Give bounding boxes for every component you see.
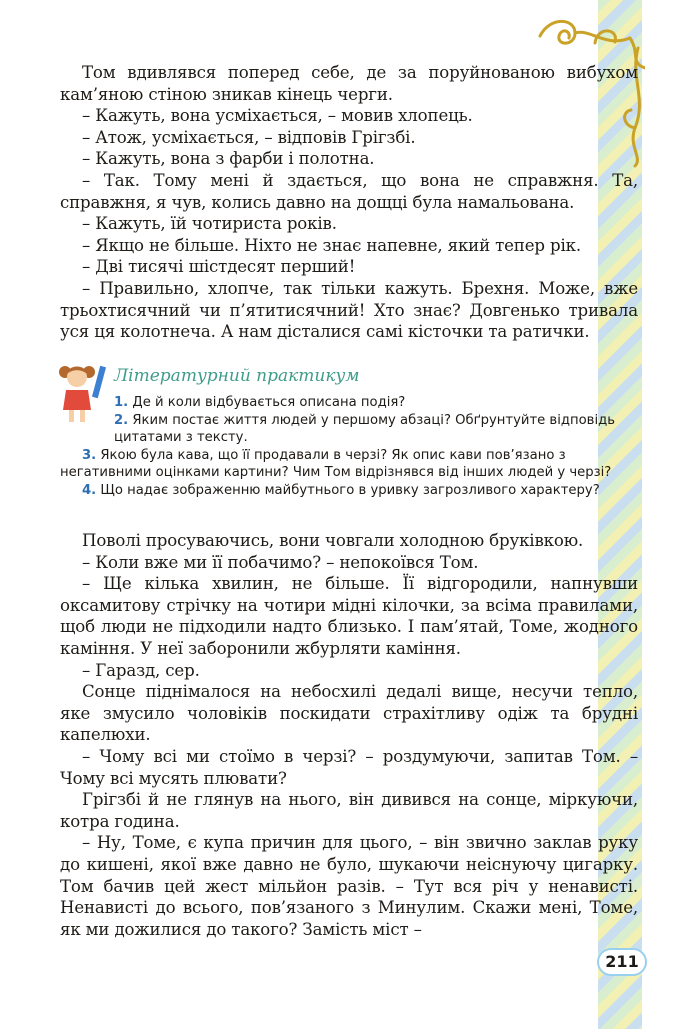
paragraph: – Гаразд, сер. (82, 660, 200, 680)
paragraph: Том вдивлявся поперед себе, де за поруйнованою вибухом кам’яною стіною зникав кінець черги. (60, 63, 638, 104)
question-item: 4. Що надає зображенню майбутнього в уривку загрозливого характеру? (82, 482, 600, 498)
paragraph: – Кажуть, вона з фарби і полотна. (82, 149, 375, 169)
text-block-1 (60, 62, 638, 343)
paragraph: – Ну, Томе, є купа причин для цього, – він звично заклав руку до кишені, якої вже давно не було, шукаючи неіснуючу цигарку. Том бачив цей жест мільйон разів. – Тут вся річ у ненависті. Ненависті до всього, пов’язаного з Минулим. Скажи мені, Томе, як ми дожилися до такого? Замість міст – (60, 833, 638, 939)
paragraph: – Правильно, хлопче, так тільки кажуть. Брехня. Може, вже трьохтисячний чи п’ятитисячний! Хто знає? Довгенько тривала уся ця колотнеча. А нам дісталися самі кісточки та ратички. (60, 278, 638, 342)
questions-block (60, 394, 638, 499)
paragraph: – Кажуть, вона усміхається, – мовив хлопець. (82, 106, 473, 126)
section-title: Літературний практикум (114, 366, 360, 386)
paragraph: – Ще кілька хвилин, не більше. Її відгородили, напнувши оксамитову стрічку на чотири мідні кілочки, за всіма правилами, щоб люди не підходили надто близько. І пам’ятай, Томе, жодного каміння. У неї заборонили жбурляти каміння. (60, 574, 638, 658)
paragraph: – Кажуть, їй чотириста років. (82, 214, 337, 234)
paragraph: – Дві тисячі шістдесят перший! (82, 257, 356, 277)
question-item: 1. Де й коли відбувається описана подія? (114, 395, 406, 410)
paragraph: Поволі просуваючись, вони човгали холодною бруківкою. (82, 531, 584, 550)
page-number: 211 (597, 948, 647, 976)
paragraph: – Так. Тому мені й здається, що вона не справжня. Та, справжня, я чув, колись давно на дощці була намальована. (60, 170, 638, 212)
paragraph: Сонце піднімалося на небосхилі дедалі вище, несучи тепло, яке змусило чоловіків поскидати страхітливу одіж та брудні капелюхи. (60, 682, 638, 745)
paragraph: – Коли вже ми її побачимо? – непокоївся Том. (82, 552, 479, 572)
paragraph: – Чому всі ми стоїмо в черзі? – роздумуючи, запитав Том. – Чому всі мусять плювати? (60, 746, 638, 788)
paragraph: Грігзбі й не глянув на нього, він дивився на сонце, міркуючи, котра година. (60, 790, 638, 831)
question-item: 3. Якою була кава, що її продавали в черзі? Як опис кави пов’язано з негативними оцінками картини? Чим Том відрізнявся від інших людей у черзі? (60, 447, 612, 480)
paragraph: – Якщо не більше. Ніхто не знає напевне, який тепер рік. (82, 235, 581, 255)
text-block-2 (60, 530, 638, 940)
paragraph: – Атож, усміхається, – відповів Грігзбі. (82, 127, 416, 147)
question-item: 2. Яким постає життя людей у першому абзаці? Обґрунтуйте відповідь цитатами з тексту. (114, 412, 616, 445)
